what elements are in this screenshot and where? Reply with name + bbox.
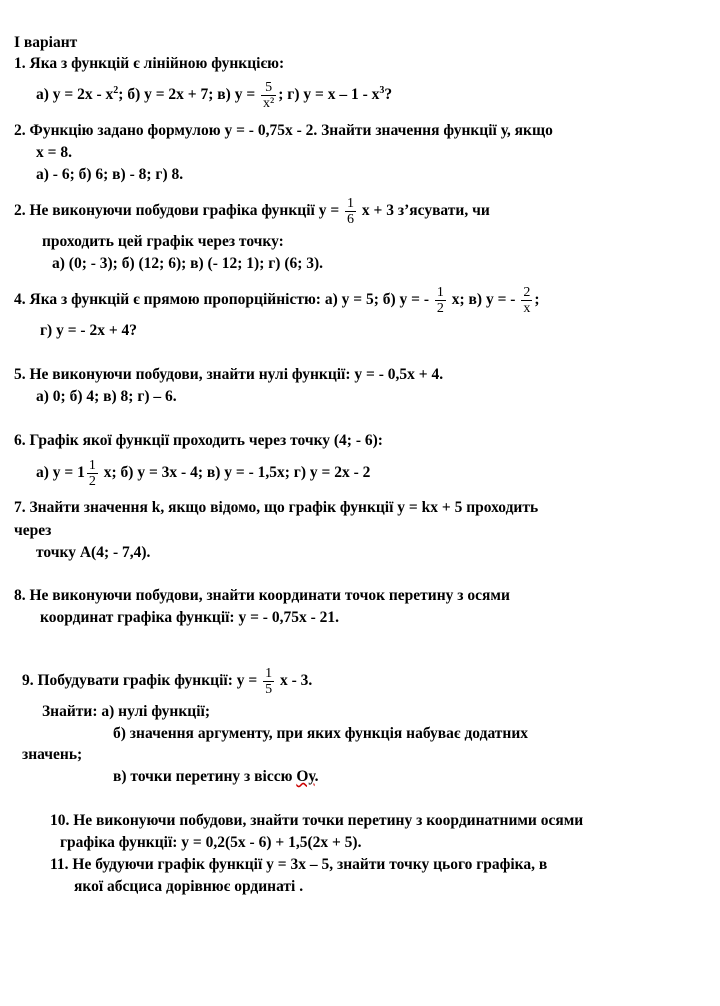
q1-opt-a: а) у = 2х - х xyxy=(36,86,114,104)
q6-fraction xyxy=(87,458,98,489)
q9-f-den: 5 xyxy=(265,682,273,697)
q4-f1-num: 1 xyxy=(436,285,444,300)
q3-line1 xyxy=(14,196,490,227)
q4-fraction2 xyxy=(521,285,532,316)
q4-f1-den: 2 xyxy=(436,301,444,316)
q1-opt-g: ; г) у = х – 1 - х xyxy=(278,86,380,104)
q11-line2: якої абсциса дорівнює ординаті . xyxy=(74,878,304,895)
q3-frac-den: 6 xyxy=(347,212,355,227)
q9-find-a: Знайти: а) нулі функції; xyxy=(42,703,210,720)
q4-mid: х; в) у = - xyxy=(447,291,520,309)
q6-pre: а) у = 1 xyxy=(36,464,85,482)
q8-line2: координат графіка функції: у = - 0,75х - 21. xyxy=(40,609,340,626)
q3-frac-num: 1 xyxy=(347,196,355,211)
q9-find-c-text: в) точки перетину з віссю xyxy=(113,768,297,785)
q9-find-c xyxy=(113,768,318,786)
q6-f-num: 1 xyxy=(88,458,96,473)
q1-options xyxy=(36,80,392,111)
q2-options: а) - 6; б) 6; в) - 8; г) 8. xyxy=(36,166,184,183)
q7-line2: через xyxy=(14,522,52,539)
q1-frac-den: x² xyxy=(263,96,275,111)
q4-f2-num: 2 xyxy=(523,285,531,300)
q9-find-b: б) значення аргументу, при яких функція набуває додатних xyxy=(113,725,529,742)
q4-fraction1 xyxy=(435,285,446,316)
q9-post: х - 3. xyxy=(276,672,313,690)
q6-line1: 6. Графік якої функції проходить через точку (4; - 6): xyxy=(14,432,383,449)
q3-line2: проходить цей графік через точку: xyxy=(42,233,284,250)
q9-f-num: 1 xyxy=(265,666,273,681)
q9-line1 xyxy=(22,666,312,697)
q1-fraction xyxy=(261,80,276,111)
q11-line1: 11. Не будуючи графік функції у = 3х – 5, знайти точку цього графіка, в xyxy=(50,856,548,873)
q4-line1 xyxy=(14,285,540,316)
q3-post: х + 3 з’ясувати, чи xyxy=(358,202,490,220)
q8-line1: 8. Не виконуючи побудови, знайти координати точок перетину з осями xyxy=(14,587,510,604)
q1-sup: 2 xyxy=(113,85,119,97)
q9-find-c-end: . xyxy=(314,768,319,785)
q6-options xyxy=(36,458,370,489)
q2-line2: х = 8. xyxy=(36,144,72,161)
q3-pre: 2. Не виконуючи побудови графіка функції у = xyxy=(14,202,344,220)
q1-opt-b: ; б) у = 2х + 7; в) у = xyxy=(118,86,260,104)
q9-find-b-cont: значень; xyxy=(22,746,83,763)
q7-line1: 7. Знайти значення k, якщо відомо, що графік функції у = kх + 5 проходить xyxy=(14,499,539,516)
q6-post: х; б) у = 3х - 4; в) у = - 1,5х; г) у = 2х - 2 xyxy=(99,464,371,482)
q3-fraction xyxy=(345,196,356,227)
q1-frac-num: 5 xyxy=(261,80,276,96)
q6-f-den: 2 xyxy=(88,474,96,489)
q5-options: а) 0; б) 4; в) 8; г) – 6. xyxy=(36,388,177,405)
q1-text: 1. Яка з функцій є лінійною функцією: xyxy=(14,55,285,72)
variant-title: І варіант xyxy=(14,34,78,51)
q4-pre: 4. Яка з функцій є прямою пропорційністю: а) у = 5; б) у = - xyxy=(14,291,433,309)
q9-fraction xyxy=(263,666,274,697)
q10-line1: 10. Не виконуючи побудови, знайти точки перетину з координатними осями xyxy=(50,812,584,829)
q4-f2-den: x xyxy=(523,301,531,316)
q10-line2: графіка функції: у = 0,2(5х - 6) + 1,5(2х + 5). xyxy=(60,834,362,851)
q7-line3: точку А(4; - 7,4). xyxy=(36,544,151,561)
q4-line2: г) у = - 2х + 4? xyxy=(40,322,138,339)
q9-axis-label: Оу xyxy=(296,768,315,785)
q3-options: а) (0; - 3); б) (12; 6); в) (- 12; 1); г) (6; 3). xyxy=(52,255,324,272)
q4-end: ; xyxy=(534,291,540,309)
q2-line1: 2. Функцію задано формулою у = - 0,75х - 2. Знайти значення функції у, якщо xyxy=(14,122,553,139)
q1-sup2: 3 xyxy=(379,85,385,97)
q1-end: ? xyxy=(384,86,393,104)
q5-line1: 5. Не виконуючи побудови, знайти нулі функції: у = - 0,5х + 4. xyxy=(14,366,444,383)
q9-pre: 9. Побудувати графік функції: у = xyxy=(22,672,262,690)
